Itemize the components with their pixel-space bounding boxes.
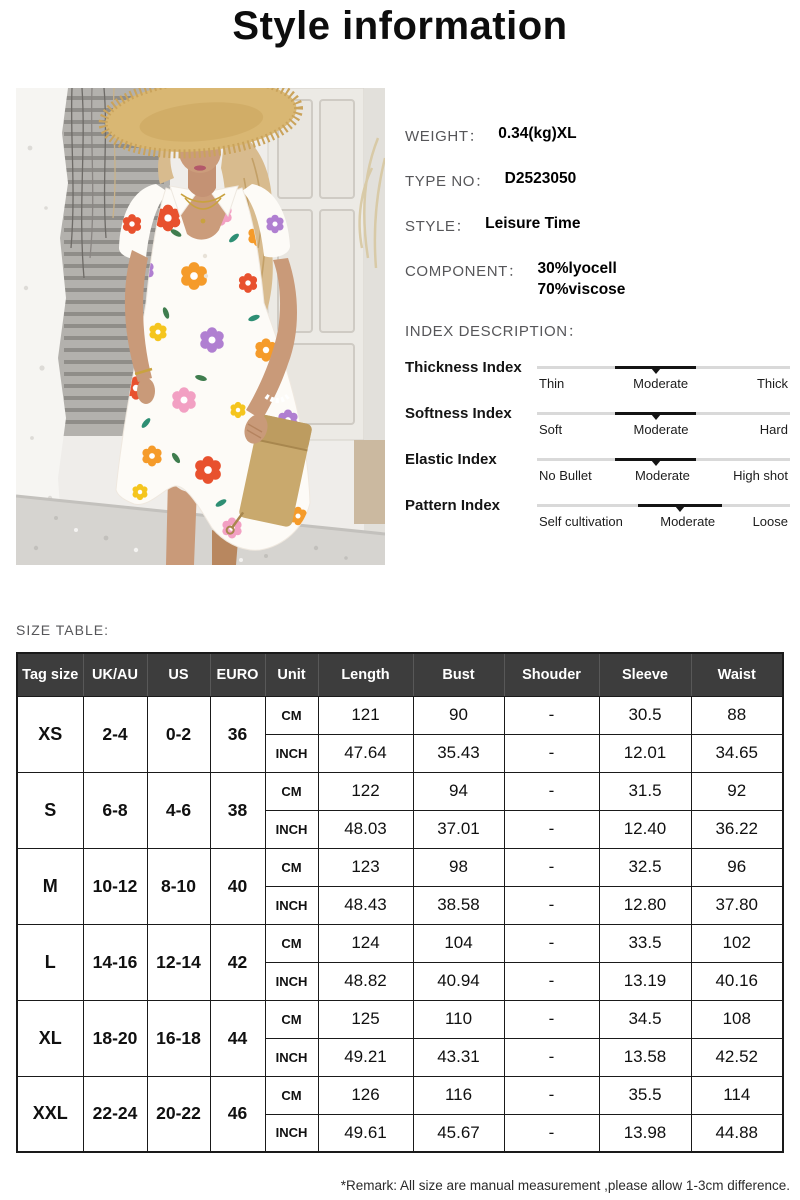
cell-measurement: 49.61: [318, 1114, 413, 1152]
cell-us: 0-2: [147, 696, 210, 772]
scale-label: Thick: [756, 376, 788, 391]
table-row: [17, 924, 783, 962]
cell-measurement: 116: [413, 1076, 504, 1114]
cell-measurement: 47.64: [318, 734, 413, 772]
cell-measurement: 126: [318, 1076, 413, 1114]
table-row: [17, 848, 783, 886]
cell-measurement: 30.5: [599, 696, 691, 734]
cell-us: 8-10: [147, 848, 210, 924]
page-title: Style information: [232, 4, 568, 48]
scale-label: Moderate: [633, 376, 689, 391]
cell-measurement: -: [504, 1038, 599, 1076]
cell-unit: CM: [265, 848, 318, 886]
cell-measurement: 96: [691, 848, 783, 886]
cell-measurement: 40.94: [413, 962, 504, 1000]
cell-measurement: 37.80: [691, 886, 783, 924]
cell-us: 20-22: [147, 1076, 210, 1152]
cell-measurement: 31.5: [599, 772, 691, 810]
scale-label: Self cultivation: [539, 514, 623, 529]
cell-measurement: -: [504, 1000, 599, 1038]
scale-label: Thin: [539, 376, 565, 391]
cell-measurement: -: [504, 848, 599, 886]
cell-ukau: 6-8: [83, 772, 147, 848]
column-header-length: Length: [318, 653, 413, 696]
cell-measurement: -: [504, 962, 599, 1000]
type-no-value: D2523050: [504, 170, 577, 187]
cell-measurement: 88: [691, 696, 783, 734]
cell-euro: 46: [210, 1076, 265, 1152]
type-no-label: TYPE NO：: [405, 173, 491, 190]
product-photo: [16, 88, 385, 565]
cell-measurement: 122: [318, 772, 413, 810]
remark-text: *Remark: All size are manual measurement ,please allow 1-3cm difference.: [340, 1178, 790, 1193]
column-header-shouder: Shouder: [504, 653, 599, 696]
cell-unit: INCH: [265, 1114, 318, 1152]
softness-index-label: Softness Index: [405, 405, 512, 422]
cell-measurement: 40.16: [691, 962, 783, 1000]
scale-label: Moderate: [660, 514, 716, 529]
cell-measurement: 12.01: [599, 734, 691, 772]
column-header-bust: Bust: [413, 653, 504, 696]
scale-label: Loose: [752, 514, 788, 529]
cell-measurement: 114: [691, 1076, 783, 1114]
cell-ukau: 22-24: [83, 1076, 147, 1152]
component-value: [538, 259, 626, 301]
cell-euro: 44: [210, 1000, 265, 1076]
cell-ukau: 18-20: [83, 1000, 147, 1076]
cell-euro: 38: [210, 772, 265, 848]
cell-measurement: 90: [413, 696, 504, 734]
scale-label: Moderate: [633, 422, 689, 437]
cell-tag: XXL: [17, 1076, 83, 1152]
cell-measurement: -: [504, 772, 599, 810]
cell-measurement: 104: [413, 924, 504, 962]
thickness-marker-icon: [651, 368, 661, 374]
cell-tag: XS: [17, 696, 83, 772]
softness-scale: [537, 422, 790, 437]
cell-measurement: 35.5: [599, 1076, 691, 1114]
cell-measurement: 48.43: [318, 886, 413, 924]
cell-unit: INCH: [265, 734, 318, 772]
weight-value: 0.34(kg)XL: [498, 125, 577, 142]
scale-label: Soft: [539, 422, 563, 437]
table-row: [17, 772, 783, 810]
cell-measurement: 13.98: [599, 1114, 691, 1152]
cell-measurement: 43.31: [413, 1038, 504, 1076]
cell-us: 4-6: [147, 772, 210, 848]
cell-measurement: 37.01: [413, 810, 504, 848]
cell-unit: CM: [265, 1076, 318, 1114]
cell-measurement: 48.03: [318, 810, 413, 848]
cell-tag: S: [17, 772, 83, 848]
pattern-active-segment: [638, 504, 721, 507]
softness-active-segment: [615, 412, 696, 415]
elastic-index-slider: [537, 449, 790, 483]
cell-measurement: 48.82: [318, 962, 413, 1000]
pattern-marker-icon: [675, 506, 685, 512]
softness-index-row: [405, 403, 790, 437]
cell-measurement: 110: [413, 1000, 504, 1038]
column-header-sleeve: Sleeve: [599, 653, 691, 696]
cell-tag: M: [17, 848, 83, 924]
component-label: COMPONENT：: [405, 263, 524, 280]
weight-label: WEIGHT：: [405, 128, 485, 145]
cell-unit: CM: [265, 772, 318, 810]
column-header-unit: Unit: [265, 653, 318, 696]
cell-measurement: -: [504, 734, 599, 772]
cell-us: 16-18: [147, 1000, 210, 1076]
cell-measurement: 33.5: [599, 924, 691, 962]
pattern-index-slider: [537, 495, 790, 529]
cell-tag: L: [17, 924, 83, 1000]
info-row-weight: [405, 124, 790, 146]
column-header-euro: EURO: [210, 653, 265, 696]
elastic-track: [537, 458, 790, 461]
column-header-uk-au: UK/AU: [83, 653, 147, 696]
softness-track: [537, 412, 790, 415]
thickness-scale: [537, 376, 790, 391]
info-row-type-no: [405, 169, 790, 191]
cell-measurement: 108: [691, 1000, 783, 1038]
cell-measurement: 44.88: [691, 1114, 783, 1152]
softness-marker-icon: [651, 414, 661, 420]
scale-label: Moderate: [634, 468, 690, 483]
column-header-waist: Waist: [691, 653, 783, 696]
cell-measurement: -: [504, 886, 599, 924]
cell-measurement: 12.80: [599, 886, 691, 924]
cell-unit: INCH: [265, 1038, 318, 1076]
size-table-header-row: [17, 653, 783, 696]
cell-ukau: 2-4: [83, 696, 147, 772]
style-value: Leisure Time: [485, 215, 581, 232]
cell-measurement: 45.67: [413, 1114, 504, 1152]
info-row-style: [405, 214, 790, 236]
style-label: STYLE：: [405, 218, 472, 235]
index-description-heading: INDEX DESCRIPTION：: [405, 323, 584, 340]
cell-unit: INCH: [265, 810, 318, 848]
pattern-index-row: [405, 495, 790, 529]
product-info: [405, 124, 790, 324]
cell-unit: CM: [265, 1000, 318, 1038]
softness-index-slider: [537, 403, 790, 437]
cell-euro: 36: [210, 696, 265, 772]
elastic-index-label: Elastic Index: [405, 451, 497, 468]
cell-measurement: 49.21: [318, 1038, 413, 1076]
cell-euro: 40: [210, 848, 265, 924]
cell-measurement: 123: [318, 848, 413, 886]
column-header-tag-size: Tag size: [17, 653, 83, 696]
cell-measurement: -: [504, 924, 599, 962]
elastic-active-segment: [615, 458, 696, 461]
cell-measurement: 42.52: [691, 1038, 783, 1076]
elastic-scale: [537, 468, 790, 483]
scale-label: No Bullet: [539, 468, 592, 483]
thickness-index-row: [405, 357, 790, 391]
cell-measurement: 12.40: [599, 810, 691, 848]
component-line-1: 30%lyocell: [537, 260, 617, 277]
size-table-label: SIZE TABLE:: [16, 622, 109, 638]
cell-measurement: 34.65: [691, 734, 783, 772]
cell-measurement: 13.58: [599, 1038, 691, 1076]
cell-measurement: 98: [413, 848, 504, 886]
cell-measurement: 102: [691, 924, 783, 962]
table-row: [17, 1076, 783, 1114]
cell-measurement: 125: [318, 1000, 413, 1038]
pattern-track: [537, 504, 790, 507]
thickness-index-label: Thickness Index: [405, 359, 522, 376]
scale-label: High shot: [733, 468, 788, 483]
cell-measurement: 35.43: [413, 734, 504, 772]
cell-tag: XL: [17, 1000, 83, 1076]
cell-measurement: 121: [318, 696, 413, 734]
size-table-body: [17, 696, 783, 1152]
cell-ukau: 10-12: [83, 848, 147, 924]
table-row: [17, 696, 783, 734]
pattern-scale: [537, 514, 790, 529]
thickness-active-segment: [615, 366, 696, 369]
column-header-us: US: [147, 653, 210, 696]
cell-measurement: -: [504, 696, 599, 734]
cell-euro: 42: [210, 924, 265, 1000]
cell-us: 12-14: [147, 924, 210, 1000]
cell-measurement: 38.58: [413, 886, 504, 924]
cell-unit: CM: [265, 696, 318, 734]
cell-unit: INCH: [265, 886, 318, 924]
thickness-index-slider: [537, 357, 790, 391]
cell-measurement: 92: [691, 772, 783, 810]
size-table: [16, 652, 784, 1153]
scale-label: Hard: [759, 422, 788, 437]
info-row-component: [405, 259, 790, 301]
cell-measurement: -: [504, 810, 599, 848]
cell-measurement: -: [504, 1076, 599, 1114]
cell-measurement: 34.5: [599, 1000, 691, 1038]
index-description: [405, 320, 790, 541]
cell-measurement: 13.19: [599, 962, 691, 1000]
cell-measurement: 94: [413, 772, 504, 810]
thickness-track: [537, 366, 790, 369]
cell-measurement: -: [504, 1114, 599, 1152]
elastic-index-row: [405, 449, 790, 483]
table-row: [17, 1000, 783, 1038]
cell-ukau: 14-16: [83, 924, 147, 1000]
component-line-2: 70%viscose: [537, 280, 626, 298]
floral-dress-photo-illustration: [16, 88, 385, 565]
cell-unit: CM: [265, 924, 318, 962]
cell-unit: INCH: [265, 962, 318, 1000]
cell-measurement: 124: [318, 924, 413, 962]
elastic-marker-icon: [651, 460, 661, 466]
cell-measurement: 32.5: [599, 848, 691, 886]
pattern-index-label: Pattern Index: [405, 497, 501, 514]
cell-measurement: 36.22: [691, 810, 783, 848]
